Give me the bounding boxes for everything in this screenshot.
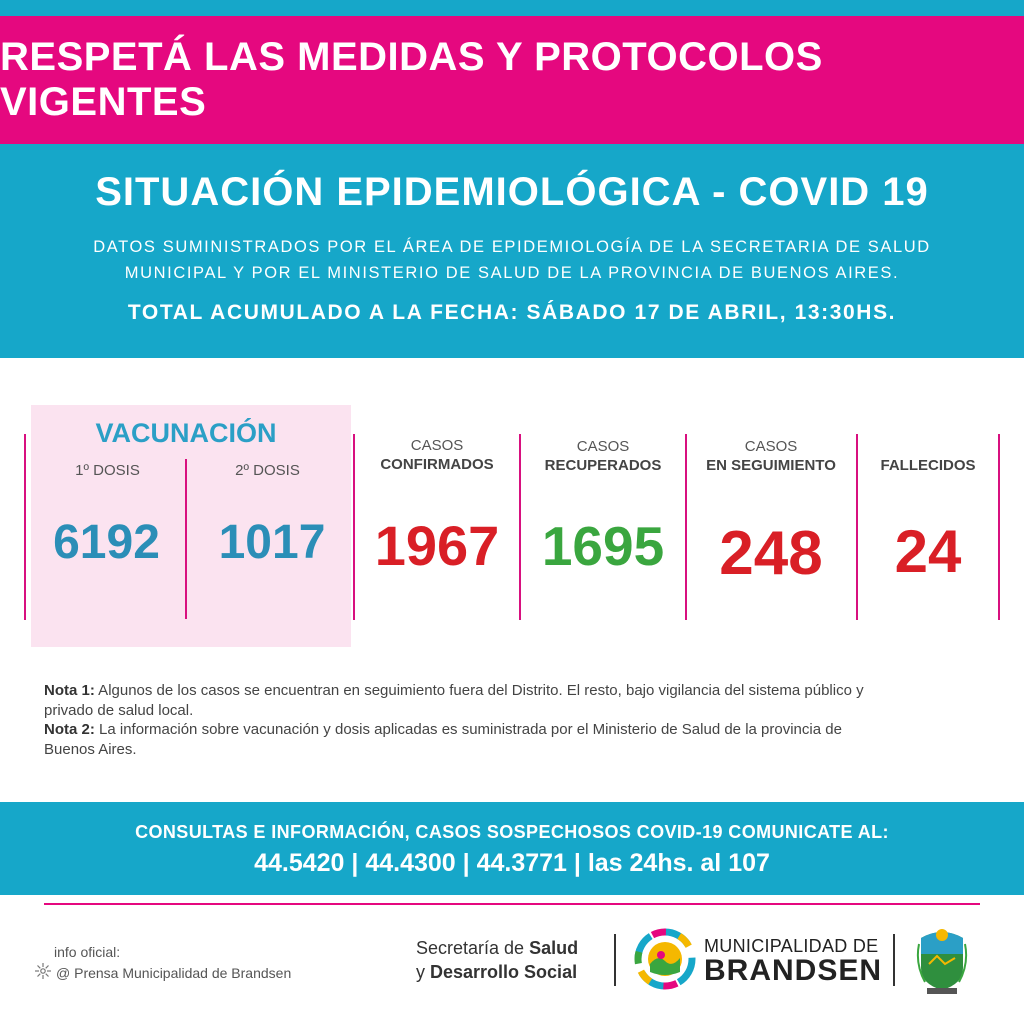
dose2-value: 1017 [218,516,326,569]
secretaria-prefix: Secretaría de [416,938,530,958]
confirmed-label-bottom: CONFIRMADOS [380,456,494,473]
divider-monitoring [856,434,858,620]
prensa-text: @ Prensa Municipalidad de Brandsen [56,964,292,981]
monitoring-value: 248 [719,519,823,588]
prensa-link[interactable] [34,962,291,983]
page-title: SITUACIÓN EPIDEMIOLÓGICA - COVID 19 [95,170,929,214]
recovered-value: 1695 [541,515,665,577]
note-1-text: Algunos de los casos se encuentran en seguimiento fuera del Distrito. El resto, bajo vigilancia del sistema público y privado de salud local. [44,682,864,719]
secretaria-desarrollo: Desarrollo Social [430,962,578,982]
measures-banner [0,16,1024,144]
header-section [0,144,1024,358]
top-strip [0,0,1024,16]
municipal-logo-icon [634,928,696,990]
deceased-label [859,456,997,475]
notes [44,681,874,759]
secretaria-line2 [416,962,577,983]
deceased-value: 24 [894,518,962,585]
dose2-label: 2º DOSIS [235,462,300,479]
recovered-label-top: CASOS [576,438,630,455]
secretaria-y: y [416,962,431,982]
footer-separator-2 [893,934,895,986]
footer-divider [44,903,980,905]
source-note-line1: DATOS SUMINISTRADOS POR EL ÁREA DE EPIDEMIOLOGÍA DE LA SECRETARIA DE SALUD [93,238,931,256]
note-1 [44,681,874,720]
municipality-name: BRANDSEN [704,954,883,987]
note-2 [44,720,874,759]
measures-banner-text: RESPETÁ LAS MEDIDAS Y PROTOCOLOS VIGENTES [0,35,823,124]
note-2-label: Nota 2: [44,721,95,738]
source-note [40,234,984,286]
dose1-label: 1º DOSIS [75,462,140,479]
note-2-text: La información sobre vacunación y dosis aplicadas es suministrada por el Ministerio de Salud de la provincia de Buenos Aires. [44,721,842,758]
secretaria-line1 [416,938,578,959]
source-note-line2: MUNICIPAL Y POR EL MINISTERIO DE SALUD DE LA PROVINCIA DE BUENOS AIRES. [124,264,900,282]
recovered-label [522,437,684,475]
secretaria-salud: Salud [529,938,579,958]
contact-phones: 44.5420 | 44.4300 | 44.3771 | las 24hs. al 107 [254,849,770,877]
footer-separator-1 [614,934,616,986]
divider-vaccination [353,434,355,620]
note-1-label: Nota 1: [44,682,95,699]
municipality-label: MUNICIPALIDAD DE [704,936,879,956]
contact-banner [0,802,1024,895]
deceased-label-text: FALLECIDOS [880,457,976,474]
divider-confirmed [519,434,521,620]
confirmed-label-top: CASOS [410,437,464,454]
vaccination-title: VACUNACIÓN [95,418,277,448]
monitoring-label-bottom: EN SEGUIMIENTO [706,457,836,474]
confirmed-value: 1967 [374,514,500,577]
contact-line1: CONSULTAS E INFORMACIÓN, CASOS SOSPECHOSOS COVID-19 COMUNICATE AL: [135,822,889,842]
monitoring-label [688,437,854,475]
recovered-label-bottom: RECUPERADOS [544,457,662,474]
date-line: TOTAL ACUMULADO A LA FECHA: SÁBADO 17 DE ABRIL, 13:30HS. [127,301,897,324]
divider-recovered [685,434,687,620]
flower-icon [34,962,52,983]
monitoring-label-top: CASOS [744,438,798,455]
divider-right [998,434,1000,620]
divider-doses [185,459,187,619]
coat-of-arms-icon [915,924,969,996]
divider-left [24,434,26,620]
dose1-value: 6192 [53,516,160,569]
info-label: info oficial: [54,944,121,960]
confirmed-label [357,436,517,474]
